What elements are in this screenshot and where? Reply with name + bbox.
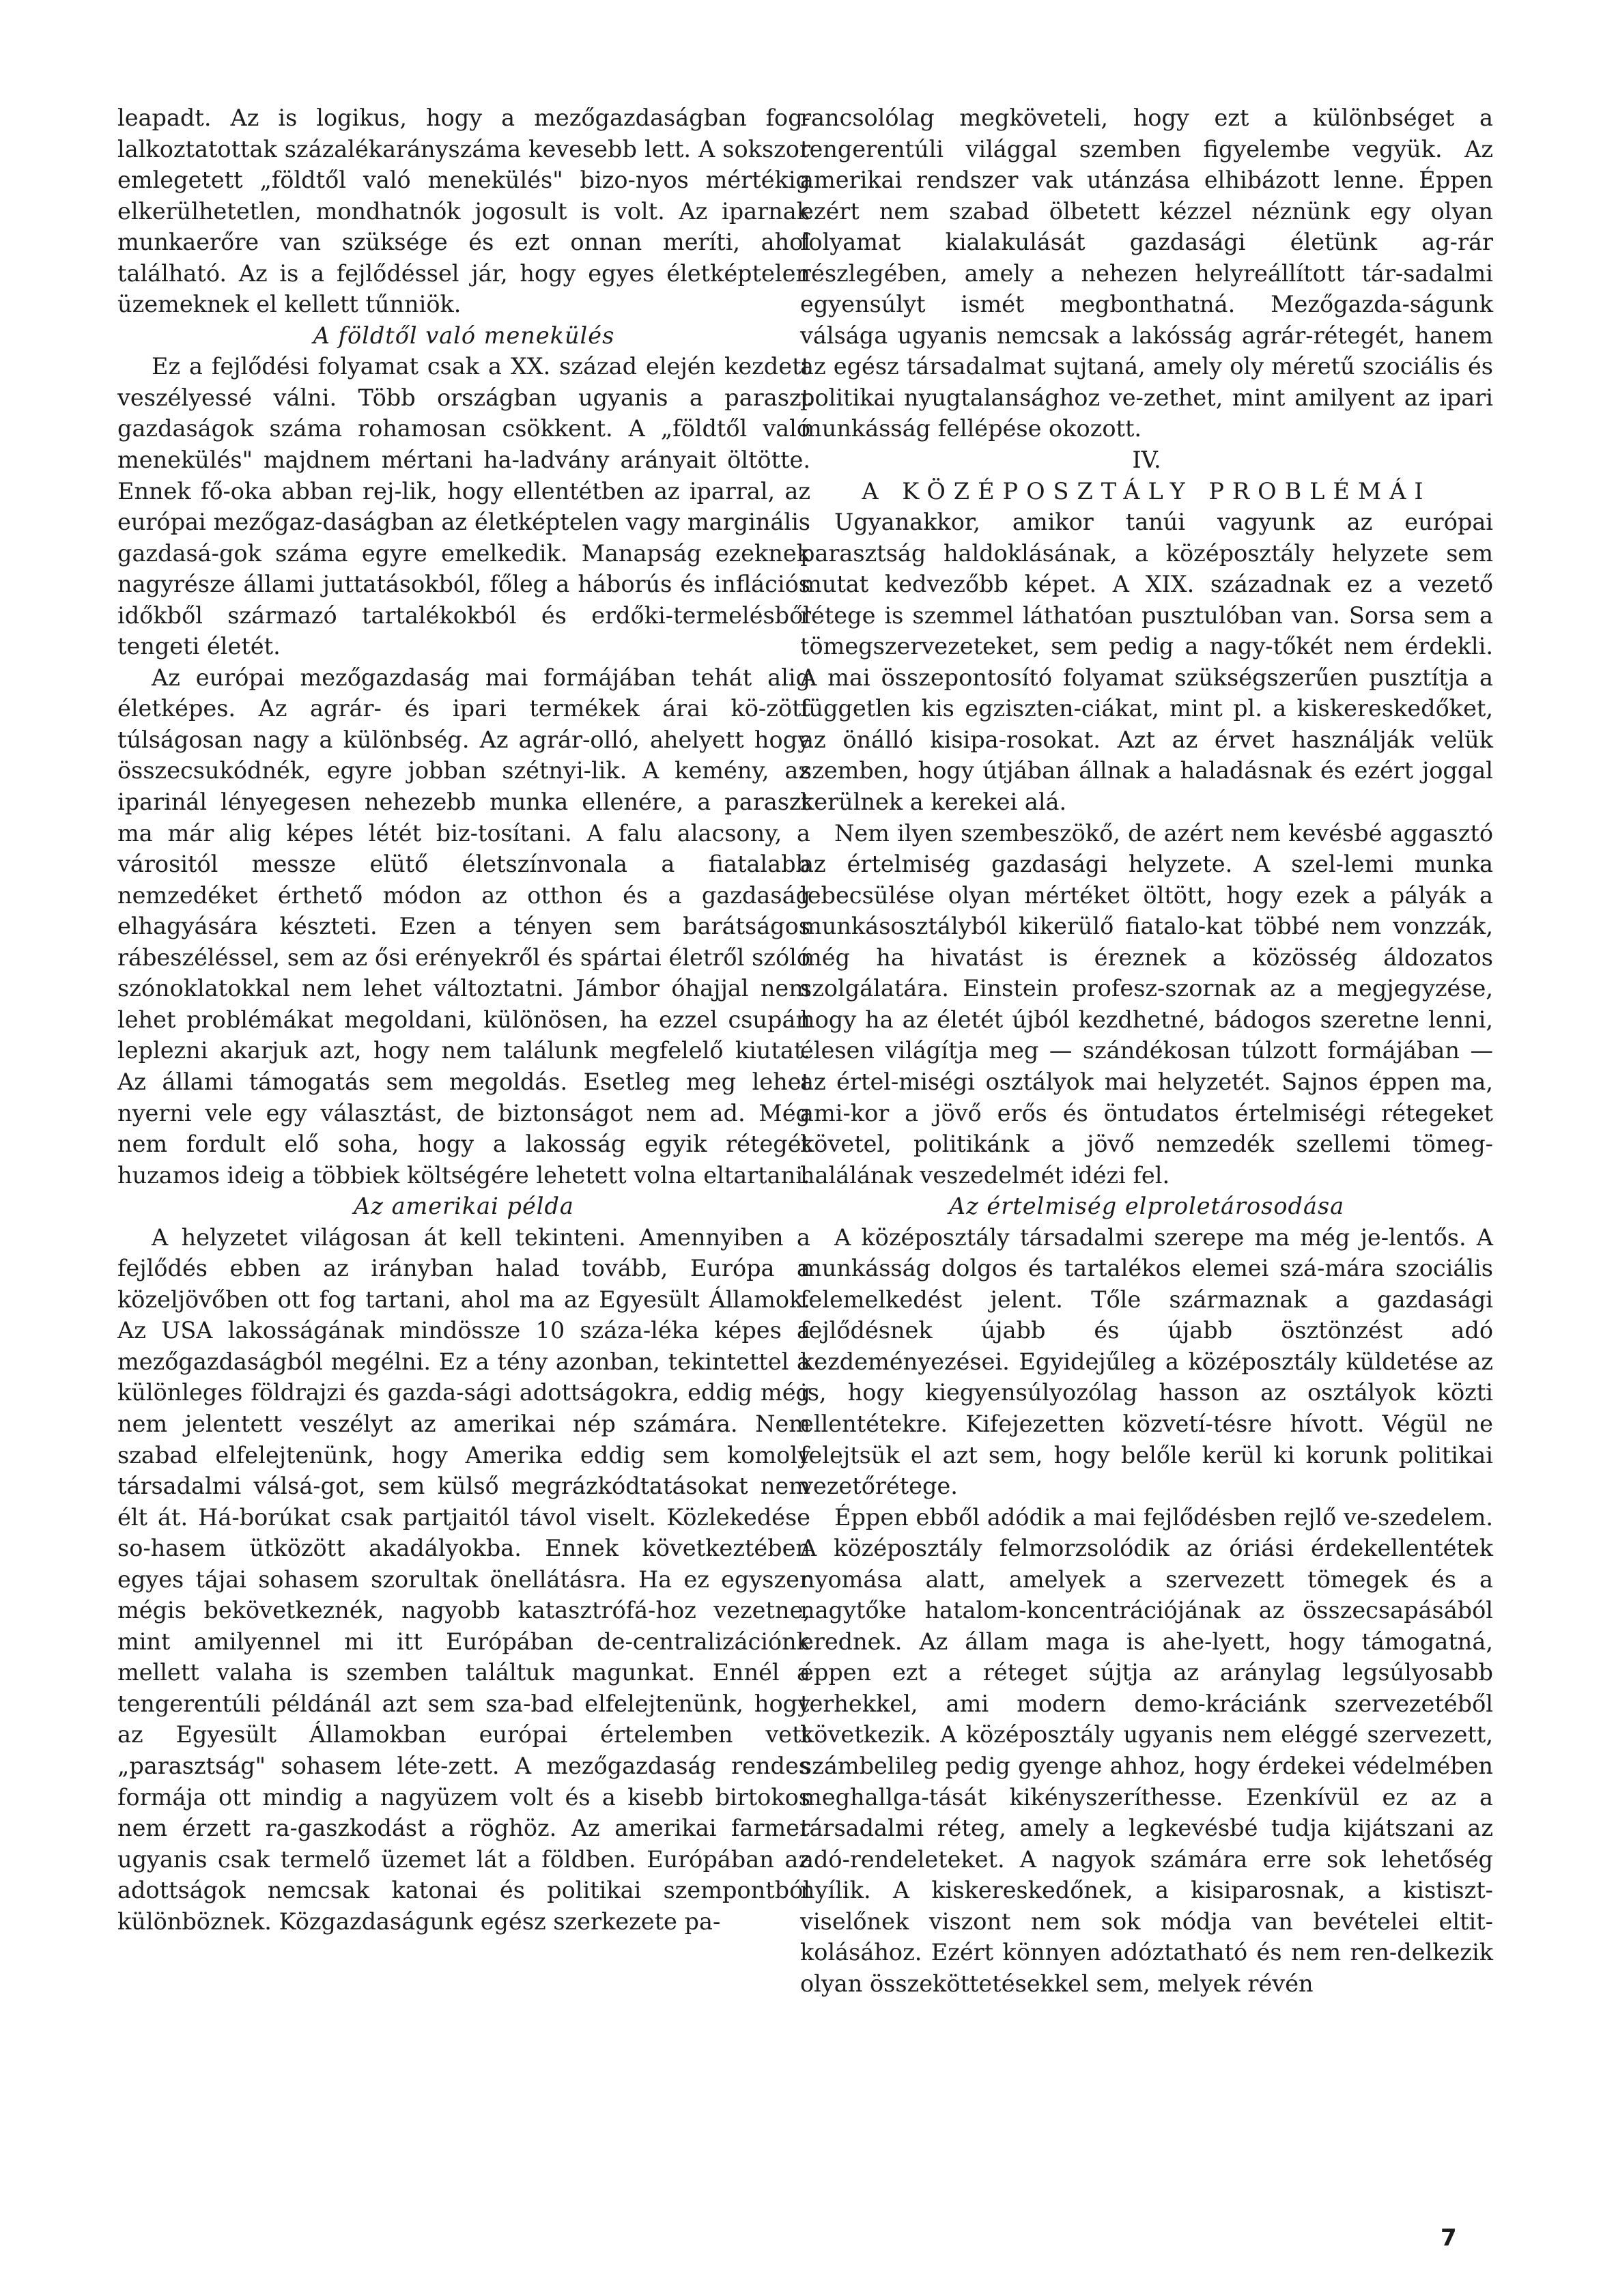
paragraph: Ez a fejlődési folyamat csak a XX. század elején kezdett veszélyessé válni. Több országban ugyanis a paraszt gazdaságok száma rohamosan csökkent. A „földtől való menekülés" majdnem mértani ha-ladvány arányait öltötte. Ennek fő-oka abban rej-lik, hogy ellentétben az iparral, az európai mezőgaz-daságban az életképtelen vagy marginális gazdasá-gok száma egyre emelkedik. Manapság ezeknek nagyrésze állami juttatásokból, főleg a háborús és inflációs időkből származó tartalékokból és erdőki-termelésből tengeti életét. [117,353,810,660]
section-heading: A földtől való menekülés [313,322,615,349]
page-number: 7 [1441,2224,1457,2252]
paragraph: leapadt. Az is logikus, hogy a mezőgazdaságban fog-lalkoztatottak százalékarányszáma kevesebb lett. A sokszor emlegetett „földtől való menekülés" bizo-nyos mértékig elkerülhetetlen, mondhatnók jogosult is volt. Az iparnak munkaerőre van szüksége és ezt onnan meríti, ahol található. Az is a fejlődéssel jár, hogy egyes életképtelen üzemeknek el kellett tűnniök. [117,104,810,318]
paragraph: Az európai mezőgazdaság mai formájában tehát alig életképes. Az agrár- és ipari termékek árai kö-zött túlságosan nagy a különbség. Az agrár-olló, ahelyett hogy összecsukódnék, egyre jobban szétnyi-lik. A kemény, az iparinál lényegesen nehezebb munka ellenére, a paraszt ma már alig képes létét biz-tosítani. A falu alacsony, a várositól messze elütő életszínvonala a fiatalabb nemzedéket érthető módon az otthon és a gazdaság elhagyására készteti. Ezen a tényen sem barátságos rábeszéléssel, sem az ősi erényekről és spártai életről szóló szónoklatokkal nem lehet változtatni. Jámbor óhajjal nem lehet problémákat megoldani, különösen, ha ezzel csupán leplezni akarjuk azt, hogy nem találunk megfelelő kiutat. Az állami támogatás sem megoldás. Esetleg meg lehet nyerni vele egy választást, de biztonságot nem ad. Még nem fordult elő soha, hogy a lakosság egyik rétegét huzamos ideig a többiek költségére lehetett volna eltartani. [117,664,810,1189]
right-column [800,102,1493,1999]
chapter-number: IV. [1132,447,1161,474]
paragraph: A középosztály társadalmi szerepe ma még je-lentős. A munkásság dolgos és tartalékos elemei szá-mára szociális felemelkedést jelent. Tőle származnak a gazdasági fejlődésnek újabb és újabb ösztönzést adó kezdeményezései. Egyidejűleg a középosztály küldetése az is, hogy kiegyensúlyozólag hasson az osztályok közti ellentétekre. Kifejezetten közvetí-tésre hívott. Végül ne felejtsük el azt sem, hogy belőle kerül ki korunk politikai vezetőrétege. [800,1223,1493,1500]
paragraph: Ugyanakkor, amikor tanúi vagyunk az európai parasztság haldoklásának, a középosztály helyzete sem mutat kedvezőbb képet. A XIX. századnak ez a vezető rétege is szemmel láthatóan pusztulóban van. Sorsa sem a tömegszervezeteket, sem pedig a nagy-tőkét nem érdekli. A mai összepontosító folyamat szükségszerűen pusztítja a független kis egziszten-ciákat, mint pl. a kiskereskedőket, az önálló kisipa-rosokat. Azt az érvet használják velük szemben, hogy útjában állnak a haladásnak és ezért joggal kerülnek a kerekei alá. [800,509,1493,816]
chapter-title: A KÖZÉPOSZTÁLY PROBLÉMÁI [862,477,1432,505]
paragraph: Nem ilyen szembeszökő, de azért nem kevésbé aggasztó az értelmiség gazdasági helyzete. A szel-lemi munka lebecsülése olyan mértéket öltött, hogy ezek a pályák a munkásosztályból kikerülő fiatalo-kat többé nem vonzzák, még ha hivatást is éreznek a közösség áldozatos szolgálatára. Einstein profesz-szornak az a megjegyzése, hogy ha az életét újból kezdhetné, bádogos szeretne lenni, élesen világítja meg — szándékosan túlzott formájában — az értel-miségi osztályok mai helyzetét. Sajnos éppen ma, ami-kor a jövő erős és öntudatos értelmiségi rétegeket követel, politikánk a jövő nemzedék szellemi tömeg-halálának veszedelmét idézi fel. [800,819,1493,1189]
section-heading: Az amerikai példa [354,1193,574,1220]
paragraph: rancsolólag megköveteli, hogy ezt a különbséget a tengerentúli világgal szemben figyelembe vegyük. Az amerikai rendszer vak utánzása elhibázott lenne. Éppen ezért nem szabad ölbetett kézzel néznünk egy olyan folyamat kialakulását gazdasági életünk ag-rár részlegében, amely a nehezen helyreállított tár-sadalmi egyensúlyt ismét megbonthatná. Mezőgazda-ságunk válsága ugyanis nemcsak a lakósság agrár-rétegét, hanem az egész társadalmat sujtaná, amely oly méretű szociális és politikai nyugtalansághoz ve-zethet, mint amilyent az ipari munkásság fellépése okozott. [800,104,1493,442]
left-column [117,102,810,1937]
section-heading: Az értelmiség elproletárosodása [948,1193,1345,1220]
paragraph: A helyzetet világosan át kell tekinteni. Amennyiben a fejlődés ebben az irányban halad tovább, Európa a közeljövőben ott fog tartani, ahol ma az Egyesült Államok. Az USA lakosságának mindössze 10 száza-léka képes a mezőgazdaságból megélni. Ez a tény azonban, tekintettel a különleges földrajzi és gazda-sági adottságokra, eddig még nem jelentett veszélyt az amerikai nép számára. Nem szabad elfelejtenünk, hogy Amerika eddig sem komoly társadalmi válsá-got, sem külső megrázkódtatásokat nem élt át. Há-borúkat csak partjaitól távol viselt. Közlekedése so-hasem ütközött akadályokba. Ennek következtében egyes tájai sohasem szorultak önellátásra. Ha ez egyszer mégis bekövetkeznék, nagyobb katasztrófá-hoz vezetne, mint amilyennel mi itt Európában de-centralizációnk mellett valaha is szemben találtuk magunkat. Ennél a tengerentúli példánál azt sem sza-bad elfelejtenünk, hogy az Egyesült Államokban európai értelemben vett „parasztság" sohasem léte-zett. A mezőgazdaság rendes formája ott mindig a nagyüzem volt és a kisebb birtokos nem érzett ra-gaszkodást a röghöz. Az amerikai farmer ugyanis csak termelő üzemet lát a földben. Európában az adottságok nemcsak katonai és politikai szempontból különböznek. Közgazdaságunk egész szerkezete pa- [117,1223,810,1935]
paragraph: Éppen ebből adódik a mai fejlődésben rejlő ve-szedelem. A középosztály felmorzsolódik az óriási érdekellentétek nyomása alatt, amelyek a szervezett tömegek és a nagytőke hatalom-koncentrációjának az összecsapásából erednek. Az állam maga is ahe-lyett, hogy támogatná, éppen ezt a réteget sújtja az aránylag legsúlyosabb terhekkel, ami modern demo-kráciánk szervezetéből következik. A középosztály ugyanis nem eléggé szervezett, számbelileg pedig gyenge ahhoz, hogy érdekei védelmében meghallga-tását kikényszeríthesse. Ezenkívül ez az a társadalmi réteg, amely a legkevésbé tudja kijátszani az adó-rendeleteket. A nagyok számára erre sok lehetőség nyílik. A kiskereskedőnek, a kisiparosnak, a kistiszt-viselőnek viszont nem sok módja van bevételei eltit-kolásához. Ezért könnyen adóztatható és nem ren-delkezik olyan összeköttetésekkel sem, melyek révén [800,1503,1493,1997]
